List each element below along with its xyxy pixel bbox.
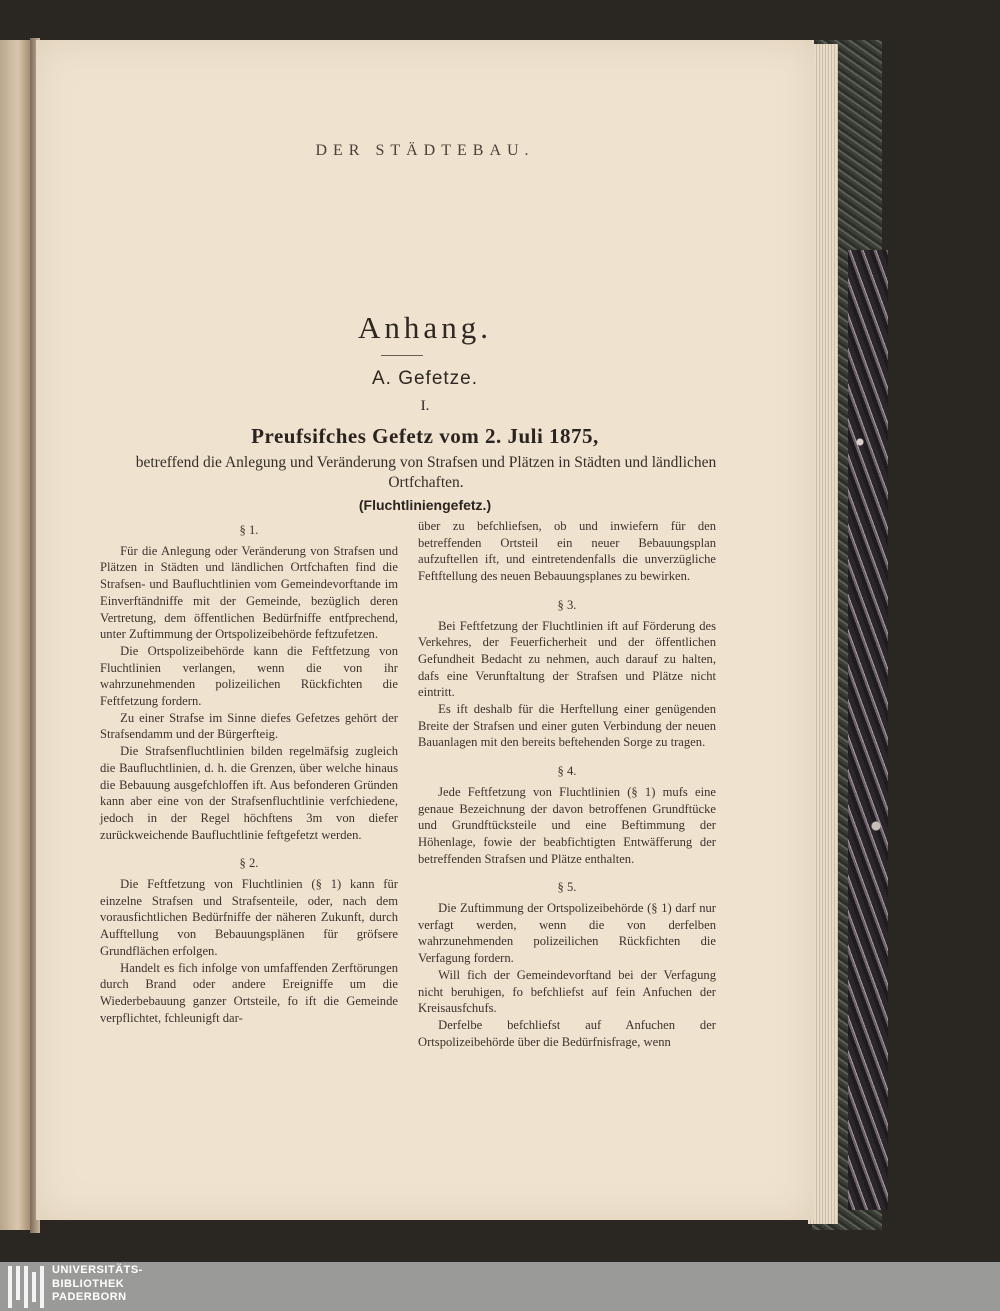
right-column [418,518,716,1050]
library-logo-text [52,1264,143,1305]
library-logo-icon [8,1266,48,1308]
paragraph-heading: § 5. [557,880,577,895]
section-heading: A. Gefetze. [371,368,479,389]
book-page [36,40,814,1220]
paragraph-text: Zu einer Strafse im Sinne diefes Gefetzes gehört der Strafsendamm und der Bürgerfteig. [100,710,398,742]
paragraph-text: Bei Feftfetzung der Fluchtlinien ift auf Förderung des Verkehres, der Feuerficherheit und der öffentlichen Gefundheit Bedacht zu nehmen, auch darauf zu halten, dafs eine Verunftaltung der Strafsen und Plätze nicht eintritt. [418,618,716,700]
paragraph-text: Die Ortspolizeibehörde kann die Feftfetzung von Fluchtlinien verlangen, wenn die von ihr wahrzunehmenden polizeilichen Rückfichten die Feftfetzung fordern. [100,643,398,709]
paragraph-text: Die Strafsenfluchtlinien bilden regelmäfsig zugleich die Baufluchtlinien, d. h. die Grenzen, über welche hinaus die Bebauung ausgefchloffen ift. Aus befonderen Gründen kann aber eine von der Strafsenfluchtlinie verfchiedene, jedoch in der Regel höchftens 3m von diefer zurückweichende Baufluchtlinie feftgefetzt werden. [100,744,398,842]
marbled-cover [848,250,888,1210]
paragraph-text: Die Zuftimmung der Ortspolizeibehörde (§ 1) darf nur verfagt werden, wenn die von derfelben wahrzunehmenden polizeilichen Rückfichten die Verfagung fordern. [418,901,716,966]
law-short-name: (Fluchtliniengefetz.) [358,497,492,513]
roman-numeral: I. [420,398,430,414]
logo-line: BIBLIOTHEK [52,1277,125,1290]
law-subtitle: betreffend die Anlegung und Veränderung von Strafsen und Plätzen in Städten und ländlichen Ortfchaften. [135,454,717,491]
paragraph-text: Die Feftfetzung von Fluchtlinien (§ 1) kann für einzelne Strafsen und Strafsenteile, oder, nach dem vorausfichtlichen Bedürfniffe der näheren Zukunft, durch Aufftellung von Bebauungsplänen für gröfsere Grundflächen erfolgen. [100,877,398,958]
title-rule [381,355,423,356]
logo-line: PADERBORN [52,1291,127,1303]
paragraph-text: Derfelbe befchliefst auf Anfuchen der Ortspolizeibehörde über die Bedürfnisfrage, wenn [418,1017,716,1049]
left-page-edge [0,40,30,1230]
paragraph-text: Es ift deshalb für die Herftellung einer genügenden Breite der Strafsen und einer guten Verbindung der neuen Bauanlagen mit den bereits beftehenden Sorge zu tragen. [418,702,716,750]
paragraph-text: Jede Feftfetzung von Fluchtlinien (§ 1) mufs eine genaue Bezeichnung der davon betroffenen Grundftücke und Grundftücksteile und eine Beftimmung der Höhenlage, fowie der beabfichtigten Entwäfferung der betreffenden Strafsen und Plätze enthalten. [418,784,716,866]
paragraph-text: Will fich der Gemeindevorftand bei der Verfagung nicht beruhigen, fo befchliefst auf fein Anfuchen der Kreisausfchufs. [418,967,716,1016]
logo-line: UNIVERSITÄTS- [52,1264,143,1276]
running-head: DER STÄDTEBAU. [315,142,535,159]
paragraph-heading: § 4. [557,764,577,779]
law-title: Preufsifches Gefetz vom 2. Juli 1875, [251,424,599,448]
paragraph-heading: § 2. [239,856,259,871]
paragraph-text: Für die Anlegung oder Veränderung von Strafsen und Plätzen in Städten und ländlichen Ortfchaften find die Strafsen- und Baufluchtlinien vom Gemeindevorftande im Einverftändniffe mit der Gemeinde, bezüglich deren Vertretung, dem öffentlichen Bedürfniffe entfprechend, unter Zuftimmung der Ortspolizeibehörde feftzufetzen. [100,543,398,642]
paragraph-text: Handelt es fich infolge von umfaffenden Zerftörungen durch Brand oder andere Ereigniffe um die Wiederbebauung ganzer Ortsteile, fo ift die Gemeinde verpflichtet, fchleunigft dar- [100,960,398,1025]
library-footer [0,1262,1000,1311]
paragraph-heading: § 3. [557,597,577,612]
paragraph-text: über zu befchliefsen, ob und inwiefern für den betreffenden Ortsteil ein neuer Bebauungsplan aufzuftellen ift, und eintretendenfalls die unverzügliche Feftftellung des neuen Bebauungsplanes zu bewirken. [418,519,716,584]
left-column [100,518,398,1026]
page-title: Anhang. [358,310,492,345]
paragraph-heading: § 1. [239,523,259,537]
